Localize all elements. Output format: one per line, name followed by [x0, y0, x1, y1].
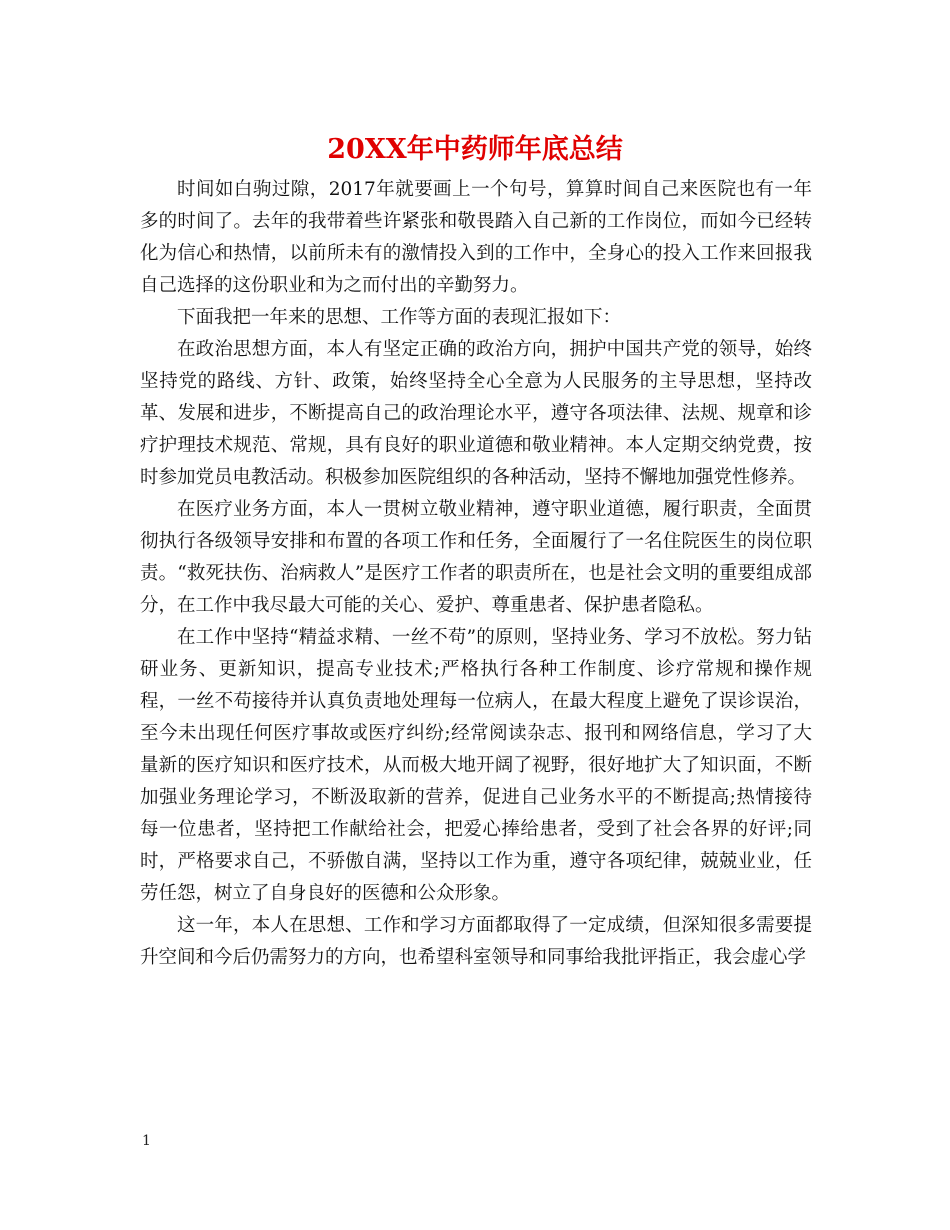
- paragraph-summary-lead: 下面我把一年来的思想、工作等方面的表现汇报如下：: [177, 307, 622, 328]
- paragraph-conclusion: 这一年，本人在思想、工作和学习方面都取得了一定成绩，但深知很多需要提升空间和今后仍需努力的方向，也希望科室领导和同事给我批评指正，我会虚心学: [140, 915, 812, 968]
- page-number: 1: [142, 1133, 151, 1149]
- document-title: 20XX年中药师年底总结: [327, 134, 623, 165]
- paragraph-medical-work: 在医疗业务方面，本人一贯树立敬业精神，遵守职业道德，履行职责，全面贯彻执行各级领导安排和布置的各项工作和任务，全面履行了一名住院医生的岗位职责。“救死扶伤、治病救人”是医疗工作者的职责所在，也是社会文明的重要组成部分，在工作中我尽最大可能的关心、爱护、尊重患者、保护患者隐私。: [140, 499, 812, 616]
- paragraph-intro: 时间如白驹过隙，2017年就要画上一个句号，算算时间自己来医院也有一年多的时间了。去年的我带着些许紧张和敬畏踏入自己新的工作岗位，而如今已经转化为信心和热情，以前所未有的激情投入到的工作中，全身心的投入工作来回报我自己选择的这份职业和为之而付出的辛勤努力。: [140, 179, 812, 296]
- paragraph-work-principles: 在工作中坚持“精益求精、一丝不苟”的原则，坚持业务、学习不放松。努力钻研业务、更新知识，提高专业技术;严格执行各种工作制度、诊疗常规和操作规程，一丝不苟接待并认真负责地处理每一位病人，在最大程度上避免了误诊误治，至今未出现任何医疗事故或医疗纠纷;经常阅读杂志、报刊和网络信息，学习了大量新的医疗知识和医疗技术，从而极大地开阔了视野，很好地扩大了知识面，不断加强业务理论学习，不断汲取新的营养，促进自己业务水平的不断提高;热情接待每一位患者，坚持把工作献给社会，把爱心捧给患者，受到了社会各界的好评;同时，严格要求自己，不骄傲自满，坚持以工作为重，遵守各项纪律，兢兢业业，任劳任怨，树立了自身良好的医德和公众形象。: [140, 627, 812, 904]
- document-body: [140, 174, 812, 974]
- paragraph-political: 在政治思想方面，本人有坚定正确的政治方向，拥护中国共产党的领导，始终坚持党的路线、方针、政策，始终坚持全心全意为人民服务的主导思想，坚持改革、发展和进步，不断提高自己的政治理论水平，遵守各项法律、法规、规章和诊疗护理技术规范、常规，具有良好的职业道德和敬业精神。本人定期交纳党费，按时参加党员电教活动。积极参加医院组织的各种活动，坚持不懈地加强党性修养。: [140, 339, 812, 488]
